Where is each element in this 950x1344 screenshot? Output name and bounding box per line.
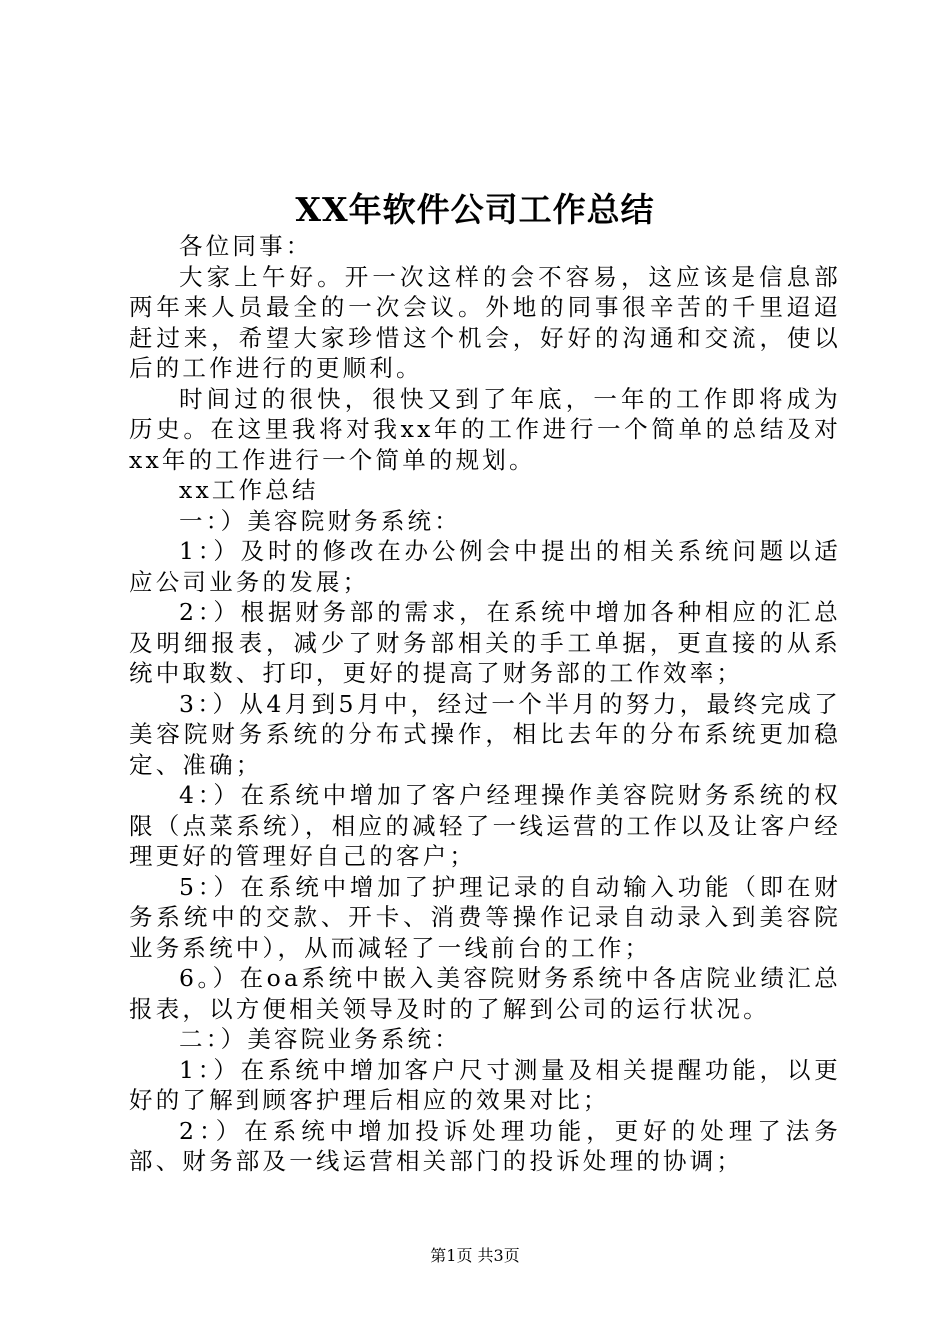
list-item: 1：）及时的修改在办公例会中提出的相关系统问题以适应公司业务的发展；: [129, 537, 841, 596]
paragraph: 时间过的很快，很快又到了年底，一年的工作即将成为历史。在这里我将对我xx年的工作进行一个简单的总结及对xx年的工作进行一个简单的规划。: [129, 384, 841, 474]
list-item: 2：）在系统中增加投诉处理功能，更好的处理了法务部、财务部及一线运营相关部门的投诉处理的协调；: [129, 1116, 841, 1175]
section-heading: xx工作总结: [179, 476, 319, 504]
list-item: 1：）在系统中增加客户尺寸测量及相关提醒功能，以更好的了解到顾客护理后相应的效果对比；: [129, 1055, 841, 1114]
list-item: 4：）在系统中增加了客户经理操作美容院财务系统的权限（点菜系统），相应的减轻了一线运营的工作以及让客户经理更好的管理好自己的客户；: [129, 781, 841, 870]
list-item: 5：）在系统中增加了护理记录的自动输入功能（即在财务系统中的交款、开卡、消费等操作记录自动录入到美容院业务系统中），从而减轻了一线前台的工作；: [129, 872, 841, 962]
list-item: 6。）在oa系统中嵌入美容院财务系统中各店院业绩汇总报表，以方便相关领导及时的了解到公司的运行状况。: [129, 964, 841, 1023]
paragraph-greeting: 各位同事：: [179, 232, 313, 260]
subsection-heading: 二：）美容院业务系统：: [179, 1025, 461, 1053]
list-item: 2：）根据财务部的需求，在系统中增加各种相应的汇总及明细报表，减少了财务部相关的手工单据，更直接的从系统中取数、打印，更好的提高了财务部的工作效率；: [129, 598, 841, 687]
list-item: 3：）从4月到5月中，经过一个半月的努力，最终完成了美容院财务系统的分布式操作，相比去年的分布系统更加稳定、准确；: [129, 689, 841, 779]
paragraph: 大家上午好。开一次这样的会不容易，这应该是信息部两年来人员最全的一次会议。外地的同事很辛苦的千里迢迢赶过来，希望大家珍惜这个机会，好好的沟通和交流，使以后的工作进行的更顺利。: [129, 262, 841, 382]
subsection-heading: 一：）美容院财务系统：: [179, 506, 461, 535]
document-title: XX年软件公司工作总结: [295, 190, 655, 229]
document-body: [129, 231, 841, 1177]
page-footer: 第1页 共3页: [430, 1246, 520, 1265]
